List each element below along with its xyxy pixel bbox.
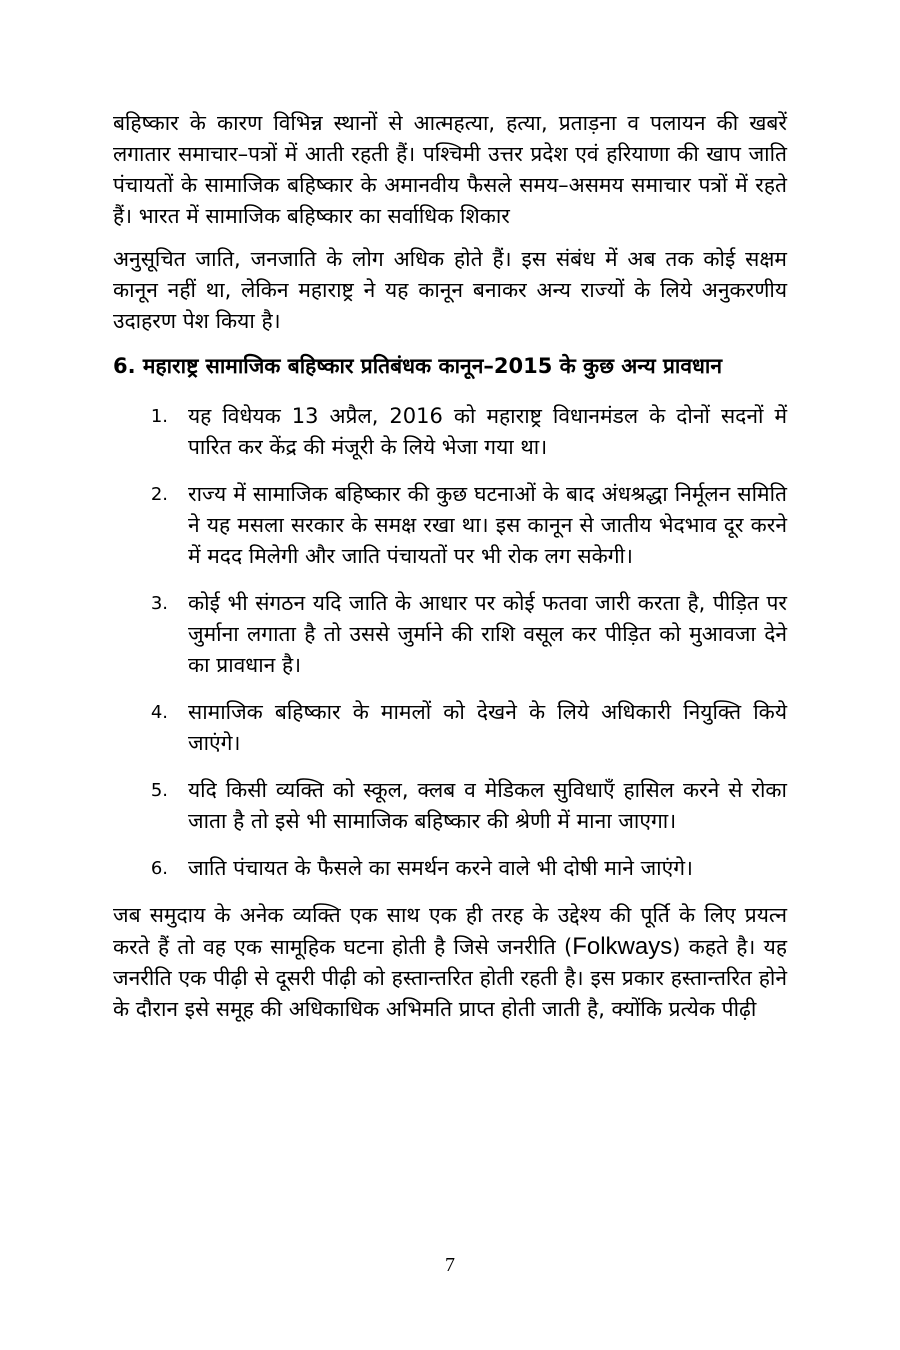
folkways-term: Folkways bbox=[572, 933, 673, 960]
list-item-number: 3. bbox=[150, 593, 168, 614]
folkways-paragraph bbox=[113, 900, 787, 1025]
list-item-number: 2. bbox=[150, 484, 168, 505]
folkways-text-before: जब समुदाय के अनेक व्यक्ति एक साथ एक ही तरह के उद्देश्य की पूर्ति के लिए प्रयत्न करते हैं तो वह एक सामूहिक घटना होती है जिसे जनरीति ( bbox=[113, 903, 787, 959]
list-item-text: यदि किसी व्यक्ति को स्कूल, क्लब व मेडिकल सुविधाएँ हासिल करने से रोका जाता है तो इसे भी सामाजिक बहिष्कार की श्रेणी में माना जाएगा। bbox=[188, 778, 787, 833]
list-item-number: 5. bbox=[150, 780, 168, 801]
folkways-text-after: ) कहते है। यह जनरीति एक पीढ़ी से दूसरी पीढ़ी को हस्तान्तरित होती रहती है। इस प्रकार हस्तान्तरित होने के दौरान इसे समूह की अधिकाधिक अभिमति प्राप्त होती जाती है, क्योंकि प्रत्येक पीढ़ी bbox=[113, 935, 787, 1021]
list-item-text: जाति पंचायत के फैसले का समर्थन करने वाले भी दोषी माने जाएंगे। bbox=[188, 856, 694, 880]
list-item-number: 4. bbox=[150, 702, 168, 723]
provisions-list bbox=[113, 401, 787, 884]
intro-paragraph: बहिष्कार के कारण विभिन्न स्थानों से आत्महत्या, हत्या, प्रताड़ना व पलायन की खबरें लगातार समाचार–पत्रों में आती रहती हैं। पश्चिमी उत्तर प्रदेश एवं हरियाणा की खाप जाति पंचायतों के सामाजिक बहिष्कार के अमानवीय फैसले समय–असमय समाचार पत्रों में रहते हैं। भारत में सामाजिक बहिष्कार का सर्वाधिक शिकार bbox=[113, 111, 787, 228]
list-item-text: कोई भी संगठन यदि जाति के आधार पर कोई फतवा जारी करता है, पीड़ित पर जुर्माना लगाता है तो उससे जुर्माने की राशि वसूल कर पीड़ित को मुआवजा देने का प्रावधान है। bbox=[188, 591, 787, 677]
list-item-text: सामाजिक बहिष्कार के मामलों को देखने के लिये अधिकारी नियुक्ति किये जाएंगे। bbox=[188, 700, 787, 755]
list-item-number: 1. bbox=[150, 406, 168, 427]
list-item bbox=[113, 775, 787, 837]
section-heading: 6. महाराष्ट्र सामाजिक बहिष्कार प्रतिबंधक कानून–2015 के कुछ अन्य प्रावधान bbox=[113, 354, 723, 378]
list-item-number: 6. bbox=[150, 858, 168, 879]
list-item-text: राज्य में सामाजिक बहिष्कार की कुछ घटनाओं के बाद अंधश्रद्धा निर्मूलन समिति ने यह मसला सरकार के समक्ष रखा था। इस कानून से जातीय भेदभाव दूर करने में मदद मिलेगी और जाति पंचायतों पर भी रोक लग सकेगी। bbox=[188, 482, 787, 568]
list-item bbox=[113, 588, 787, 681]
list-item bbox=[113, 401, 787, 463]
list-item bbox=[113, 479, 787, 572]
page-number: 7 bbox=[445, 1254, 455, 1276]
list-item bbox=[113, 697, 787, 759]
document-page bbox=[113, 108, 787, 1025]
list-item-text: यह विधेयक 13 अप्रैल, 2016 को महाराष्ट्र विधानमंडल के दोनों सदनों में पारित कर केंद्र की मंजूरी के लिये भेजा गया था। bbox=[188, 404, 787, 459]
list-item bbox=[113, 853, 787, 884]
continuation-paragraph: अनुसूचित जाति, जनजाति के लोग अधिक होते हैं। इस संबंध में अब तक कोई सक्षम कानून नहीं था, लेकिन महाराष्ट्र ने यह कानून बनाकर अन्य राज्यों के लिये अनुकरणीय उदाहरण पेश किया है। bbox=[113, 247, 787, 333]
